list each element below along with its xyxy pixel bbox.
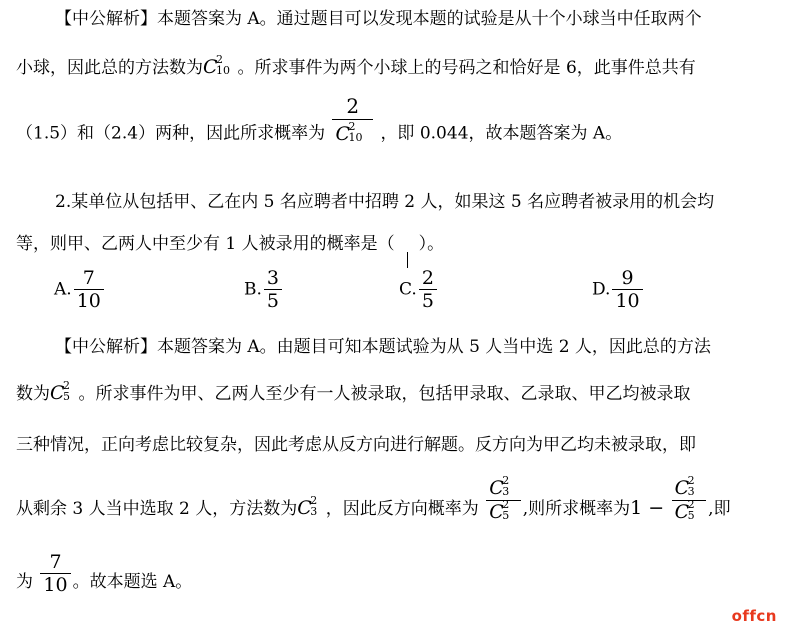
text-cursor <box>407 252 408 268</box>
question2-line2-text-a: 等，则甲、乙两人中至少有 1 人被录用的概率是（ <box>16 234 395 254</box>
analysis2-line4-text-d: ,即 <box>708 499 731 519</box>
analysis2-line4-text-b: ，因此反方向概率为 <box>325 499 479 519</box>
combination-c3-2: C 2 3 <box>297 494 318 519</box>
analysis2-line1: 【中公解析】本题答案为 A。由题目可知本题试验为从 5 人当中选 2 人，因此总的方法 <box>55 337 711 357</box>
option-a-fraction: $\frac{7}{10}$ <box>74 268 104 311</box>
analysis1-line3 <box>16 94 623 146</box>
question2-line1: 2.某单位从包括甲、乙在内 5 名应聘者中招聘 2 人，如果这 5 名应聘者被录用的机会均 <box>55 192 715 212</box>
analysis1-line3-text-b: ，即 0.044，故本题答案为 A。 <box>380 123 623 144</box>
combination-c10-2: C 2 10 <box>203 53 230 78</box>
analysis1-line2-text-a: 小球，因此总的方法数为 <box>16 58 203 78</box>
probability-fraction-1 <box>332 94 373 146</box>
analysis2-line2-text-a: 数为 <box>16 384 50 404</box>
analysis2-line5 <box>16 551 193 596</box>
one-minus: 1 − <box>630 497 665 519</box>
analysis2-line2 <box>16 379 691 405</box>
analysis1-line2-text-b: 。所求事件为两个小球上的号码之和恰好是 6，此事件总共有 <box>237 58 696 78</box>
reverse-probability-fraction: C 2 3 C 2 5 <box>486 478 521 523</box>
analysis1-line3-text-a: （1.5）和（2.4）两种，因此所求概率为 <box>16 123 326 144</box>
option-a[interactable]: A. $\frac{7}{10}$ <box>54 268 106 311</box>
option-b[interactable]: B. $\frac{3}{5}$ <box>244 268 284 311</box>
analysis2-line5-text-a: 为 <box>16 572 33 592</box>
offcn-watermark: offcn <box>731 607 777 625</box>
question2-line2-text-b: ）。 <box>418 234 445 254</box>
complement-fraction: C 2 3 C 2 5 <box>672 478 707 523</box>
analysis2-line4 <box>16 474 731 523</box>
combination-c5-2: C 2 5 <box>50 379 70 404</box>
fraction-numerator: 2 <box>332 94 373 120</box>
final-fraction: $\frac{7}{10}$ <box>40 552 70 595</box>
question2-line2 <box>16 233 444 255</box>
analysis1-line2 <box>16 53 696 79</box>
analysis2-line4-text-a: 从剩余 3 人当中选取 2 人，方法数为 <box>16 499 298 519</box>
option-d-fraction: $\frac{9}{10}$ <box>612 268 642 311</box>
option-c-fraction: $\frac{2}{5}$ <box>419 268 437 311</box>
fraction-denominator: C 2 10 <box>335 120 363 145</box>
analysis2-line2-text-b: 。所求事件为甲、乙两人至少有一人被录取，包括甲录取、乙录取、甲乙均被录取 <box>78 384 691 404</box>
analysis2-line3: 三种情况，正向考虑比较复杂，因此考虑从反方向进行解题。反方向为甲乙均未被录取，即 <box>16 435 696 455</box>
analysis2-line5-text-b: 。故本题选 A。 <box>72 572 193 592</box>
option-c[interactable]: C. $\frac{2}{5}$ <box>399 268 439 311</box>
option-d[interactable]: D. $\frac{9}{10}$ <box>592 268 645 311</box>
option-b-fraction: $\frac{3}{5}$ <box>264 268 282 311</box>
analysis1-line1: 【中公解析】本题答案为 A。通过题目可以发现本题的试验是从十个小球当中任取两个 <box>55 9 702 29</box>
analysis2-line4-text-c: ,则所求概率为 <box>522 499 631 519</box>
